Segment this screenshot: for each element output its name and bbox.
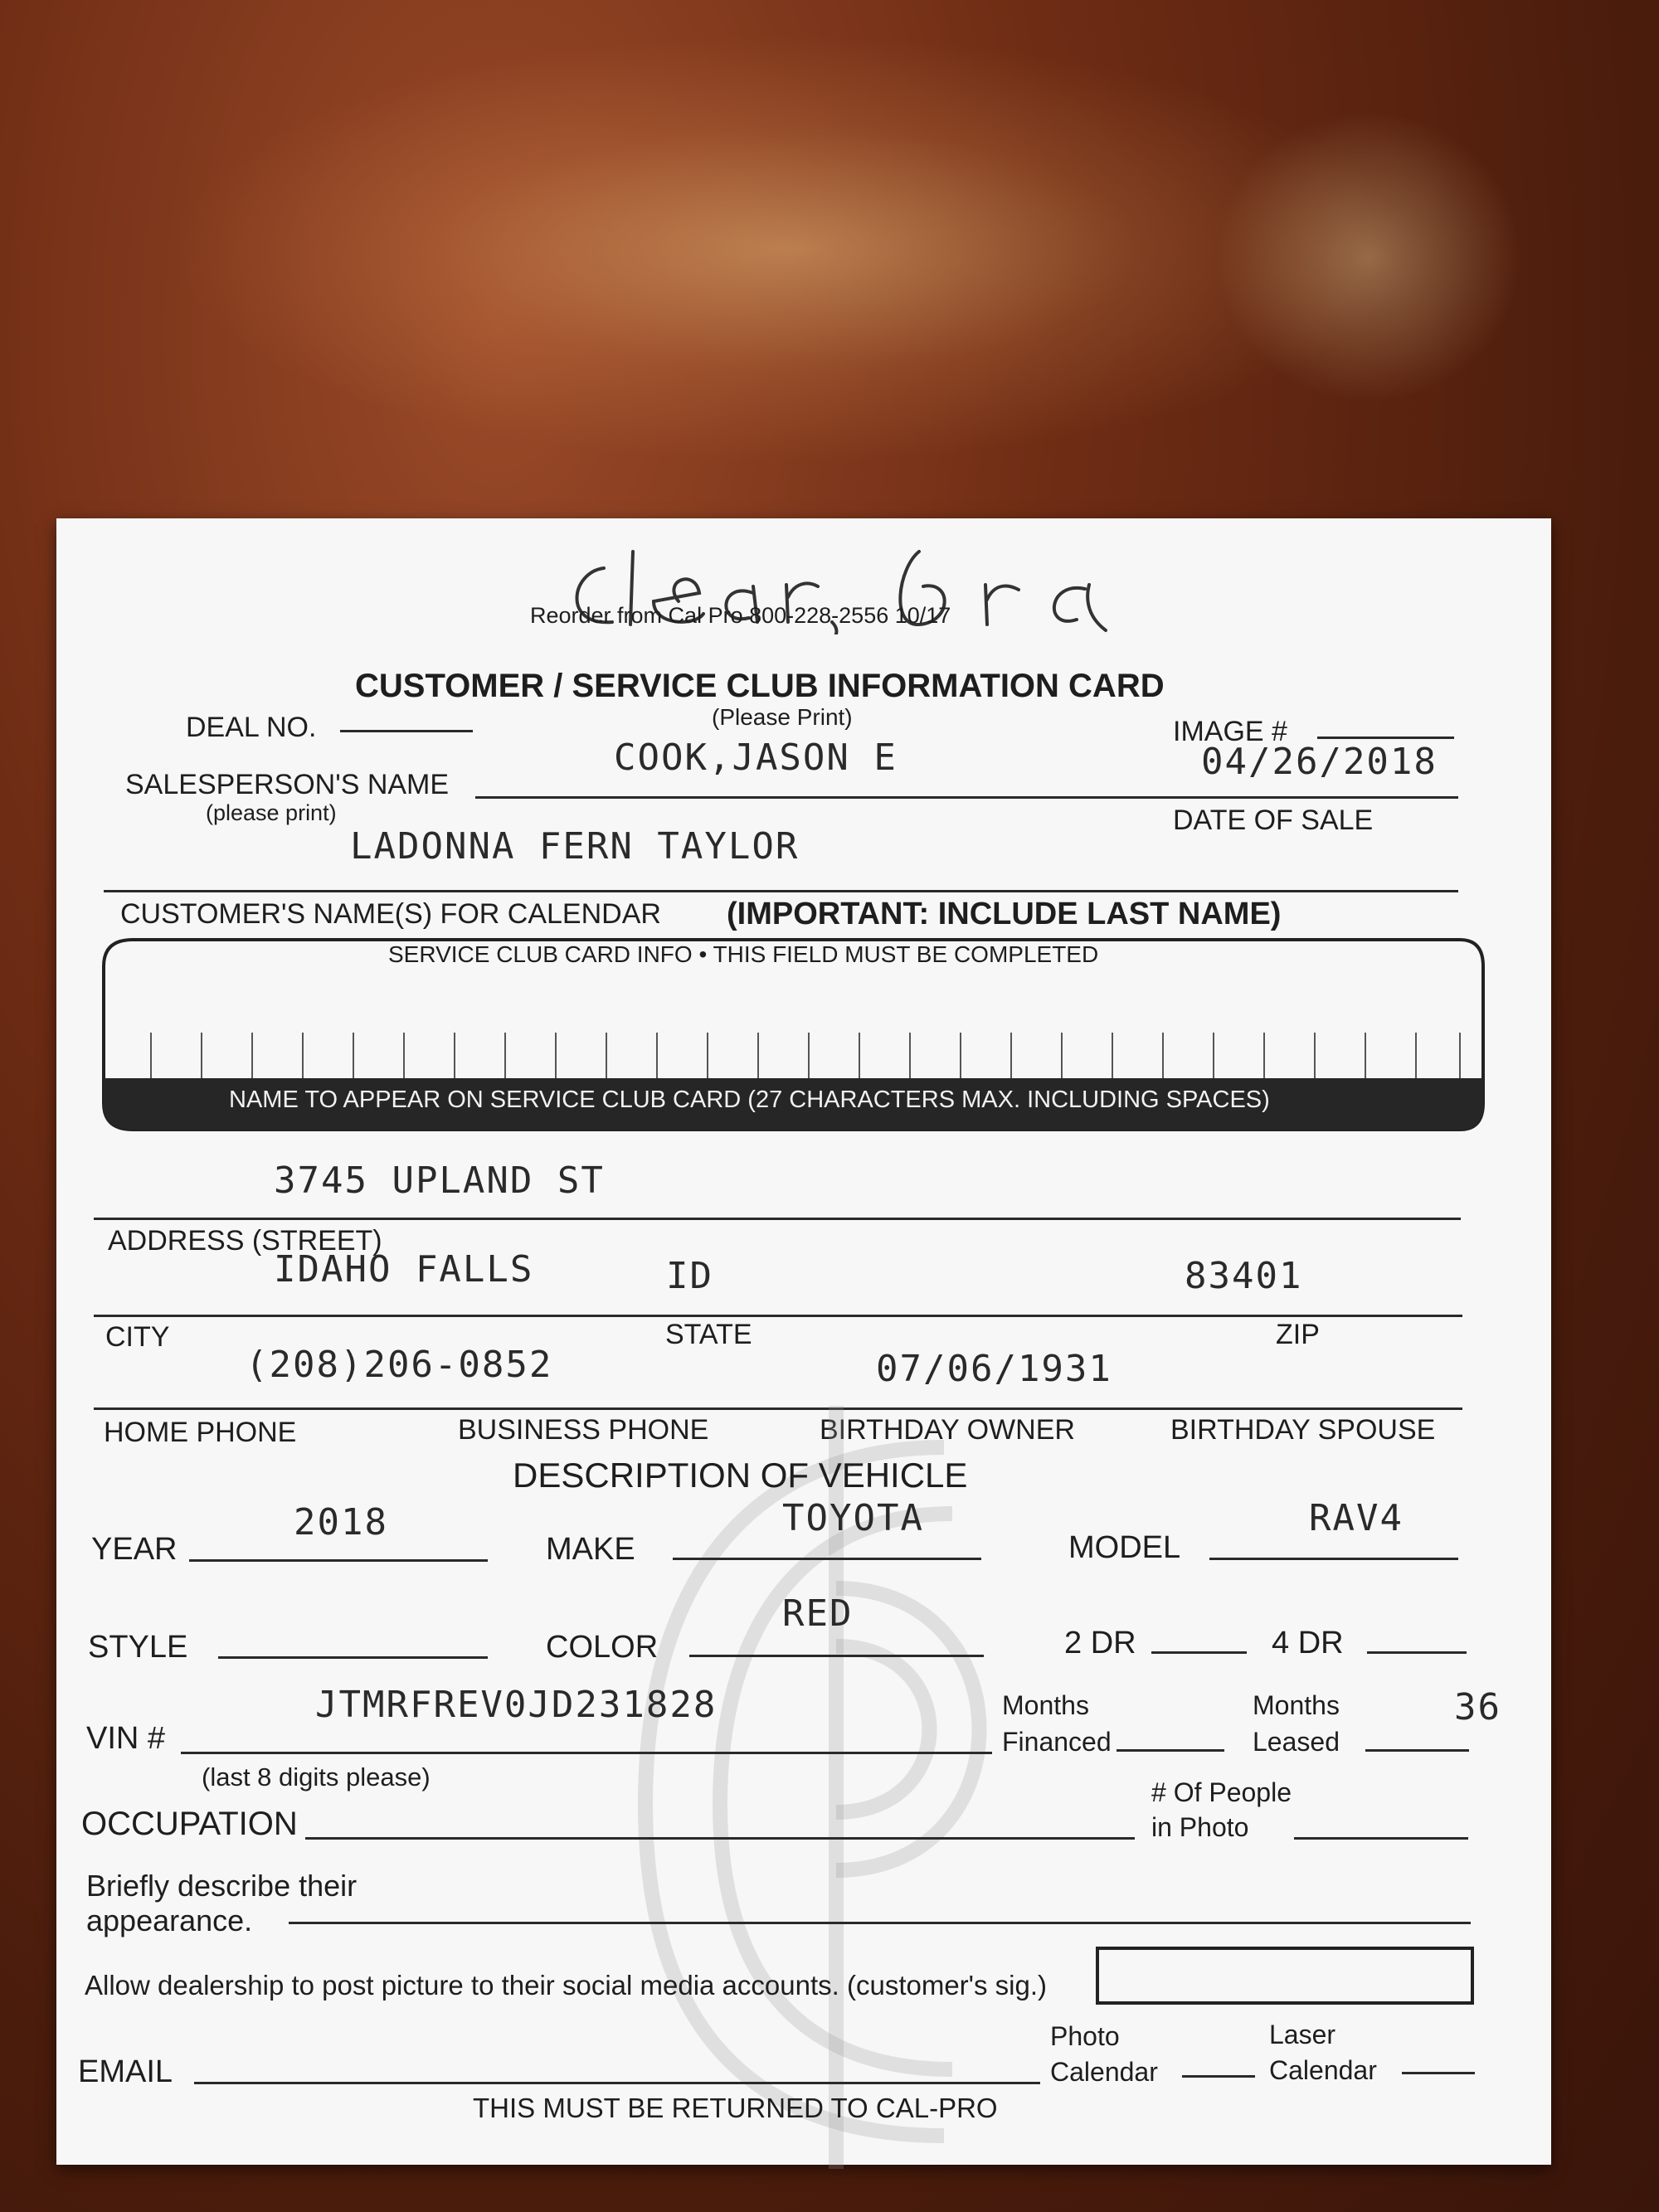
- salesperson-value: COOK,JASON E: [614, 737, 898, 779]
- customer-name-value: LADONNA FERN TAYLOR: [350, 825, 800, 868]
- months-leased-value: 36: [1454, 1686, 1501, 1728]
- name-to-appear-label: NAME TO APPEAR ON SERVICE CLUB CARD (27 CHARACTERS MAX. INCLUDING SPACES): [229, 1087, 1270, 1113]
- service-club-info: SERVICE CLUB CARD INFO • THIS FIELD MUST BE COMPLETED: [388, 941, 1099, 967]
- months-financed-label-1: Months: [1002, 1690, 1089, 1720]
- model-label: MODEL: [1068, 1530, 1181, 1565]
- birthday-owner-value: 07/06/1931: [876, 1348, 1112, 1390]
- zip-label: ZIP: [1276, 1319, 1320, 1350]
- two-dr-field: [1151, 1651, 1247, 1654]
- style-field: [218, 1656, 488, 1659]
- address-field: [94, 1218, 1461, 1220]
- salesperson-label: SALESPERSON'S NAME: [125, 769, 450, 800]
- description-title: DESCRIPTION OF VEHICLE: [513, 1456, 968, 1495]
- deal-no-field: [340, 730, 473, 732]
- please-print-small: (please print): [206, 800, 337, 825]
- color-field: [689, 1655, 984, 1657]
- year-field: [189, 1559, 488, 1562]
- style-label: STYLE: [88, 1630, 188, 1665]
- months-leased-field: [1365, 1749, 1469, 1752]
- laser-calendar-label-2: Calendar: [1269, 2055, 1377, 2085]
- card-title: CUSTOMER / SERVICE CLUB INFORMATION CARD: [355, 668, 1165, 704]
- laser-calendar-field: [1402, 2072, 1475, 2074]
- vin-field: [181, 1752, 992, 1754]
- vin-value: JTMRFREV0JD231828: [315, 1684, 718, 1726]
- city-label: CITY: [105, 1321, 170, 1353]
- please-print-note: (Please Print): [712, 704, 853, 730]
- table-glare-small: [1203, 100, 1535, 415]
- date-of-sale-label: DATE OF SALE: [1173, 805, 1374, 836]
- make-field: [673, 1558, 981, 1560]
- footer-note: THIS MUST BE RETURNED TO CAL-PRO: [473, 2093, 998, 2123]
- city-field: [94, 1315, 1462, 1317]
- customer-names-label: CUSTOMER'S NAME(S) FOR CALENDAR: [120, 898, 661, 930]
- people-label-2: in Photo: [1151, 1812, 1249, 1842]
- model-field: [1209, 1558, 1458, 1560]
- color-label: COLOR: [546, 1630, 659, 1665]
- people-field: [1294, 1837, 1468, 1840]
- people-label-1: # Of People: [1151, 1777, 1292, 1807]
- state-label: STATE: [665, 1319, 752, 1350]
- important-note: (IMPORTANT: INCLUDE LAST NAME): [727, 897, 1282, 931]
- year-value: 2018: [294, 1501, 388, 1544]
- image-no-label: IMAGE #: [1173, 716, 1287, 747]
- date-of-sale-value: 04/26/2018: [1201, 741, 1438, 783]
- four-dr-label: 4 DR: [1272, 1626, 1344, 1660]
- business-phone-label: BUSINESS PHONE: [458, 1414, 709, 1446]
- social-media-label: Allow dealership to post picture to their social media accounts. (customer's sig.): [85, 1970, 1047, 2001]
- appearance-label-1: Briefly describe their: [86, 1869, 358, 1903]
- deal-no-label: DEAL NO.: [186, 712, 317, 743]
- color-value: RED: [782, 1592, 854, 1635]
- signature-box[interactable]: [1096, 1947, 1474, 2005]
- laser-calendar-label-1: Laser: [1269, 2020, 1336, 2049]
- email-label: EMAIL: [78, 2054, 173, 2089]
- make-label: MAKE: [546, 1532, 635, 1567]
- address-label: ADDRESS (STREET): [108, 1225, 382, 1257]
- two-dr-label: 2 DR: [1064, 1626, 1136, 1660]
- months-leased-label-2: Leased: [1253, 1727, 1340, 1757]
- reorder-info: Reorder from Cal Pro 800-228-2556 10/17: [530, 603, 951, 628]
- photo-calendar-label-2: Calendar: [1050, 2057, 1158, 2087]
- vin-label: VIN #: [86, 1721, 166, 1756]
- occupation-field: [305, 1837, 1135, 1840]
- home-phone-value: (208)206-0852: [246, 1344, 553, 1386]
- photo-calendar-label-1: Photo: [1050, 2021, 1120, 2051]
- appearance-field: [289, 1922, 1471, 1924]
- state-value: ID: [666, 1255, 713, 1297]
- customer-name-field: [104, 890, 1458, 892]
- zip-value: 83401: [1185, 1255, 1303, 1297]
- salesperson-field: [475, 796, 1458, 799]
- year-label: YEAR: [91, 1532, 178, 1567]
- birthday-owner-label: BIRTHDAY OWNER: [820, 1414, 1075, 1446]
- four-dr-field: [1367, 1651, 1467, 1654]
- months-financed-label-2: Financed: [1002, 1727, 1112, 1757]
- service-club-card: [56, 518, 1551, 2165]
- last8-note: (last 8 digits please): [202, 1762, 431, 1791]
- appearance-label-2: appearance.: [86, 1903, 253, 1937]
- image-no-field: [1317, 737, 1454, 739]
- model-value: RAV4: [1309, 1497, 1404, 1539]
- photo-calendar-field: [1182, 2075, 1255, 2078]
- make-value: TOYOTA: [782, 1497, 924, 1539]
- home-phone-label: HOME PHONE: [104, 1417, 297, 1448]
- months-leased-label-1: Months: [1253, 1690, 1340, 1720]
- occupation-label: OCCUPATION: [81, 1806, 298, 1842]
- email-field: [194, 2082, 1040, 2084]
- address-value: 3745 UPLAND ST: [274, 1159, 605, 1202]
- birthday-spouse-label: BIRTHDAY SPOUSE: [1170, 1414, 1436, 1446]
- months-financed-field: [1117, 1749, 1224, 1752]
- city-value: IDAHO FALLS: [274, 1248, 534, 1291]
